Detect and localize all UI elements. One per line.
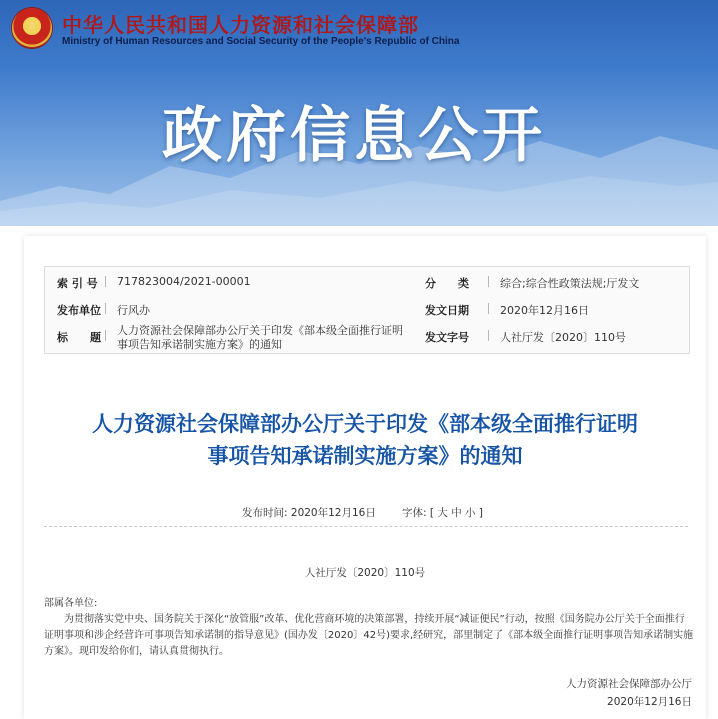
national-emblem-icon[interactable] (12, 8, 52, 48)
salutation: 部属各单位: (44, 598, 98, 609)
divider (44, 526, 688, 527)
font-large-button[interactable]: 大 (437, 507, 448, 519)
font-size-controls (402, 505, 483, 520)
banner-title: 政府信息公开 (162, 101, 546, 171)
document-title-line-2: 事项告知承诺制实施方案》的通知 (207, 444, 523, 468)
separator (488, 303, 489, 314)
issuer-value: 行风办 (117, 304, 150, 317)
title-label: 标 题 (57, 331, 101, 344)
separator (105, 330, 106, 341)
signature-org: 人力资源社会保障部办公厅 (566, 678, 692, 690)
separator (488, 330, 489, 341)
index-label: 索 引 号 (57, 277, 98, 290)
ministry-name-cn[interactable]: 中华人民共和国人力资源和社会保障部 (62, 13, 419, 37)
meta-row-index (45, 267, 689, 294)
publish-time (242, 505, 376, 520)
font-size-label: 字体: (402, 507, 427, 519)
document-metadata-table (44, 266, 690, 354)
article-panel (24, 236, 706, 719)
docnum-value: 人社厅发〔2020〕110号 (500, 331, 626, 344)
separator (105, 303, 106, 314)
publish-time-value: 2020年12月16日 (290, 507, 376, 519)
font-medium-button[interactable]: 中 (451, 507, 462, 519)
separator (105, 276, 106, 287)
bracket-open: [ (429, 507, 434, 519)
separator (488, 276, 489, 287)
ministry-name-en[interactable]: Ministry of Human Resources and Social Security of the People's Republic of China (62, 36, 460, 47)
document-title (24, 408, 706, 472)
font-small-button[interactable]: 小 (465, 507, 476, 519)
date-label: 发文日期 (425, 304, 469, 317)
category-label: 分 类 (425, 277, 469, 290)
index-value: 717823004/2021-00001 (117, 275, 251, 288)
meta-row-issuer (45, 294, 689, 321)
title-value: 人力资源社会保障部办公厅关于印发《部本级全面推行证明事项告知承诺制实施方案》的通知 (117, 324, 403, 351)
body-paragraph: 为贯彻落实党中央、国务院关于深化“放管服”改革、优化营商环境的决策部署，持续开展“减证便民”行动，按照《国务院办公厅关于全面推行证明事项和涉企经营许可事项告知承诺制的指导意见》(国办发〔2020〕42号)要求,经研究，部里制定了《部本级全面推行证明事项告知承诺制实施方案》。现印发给你们，请认真贯彻执行。 (44, 614, 694, 657)
issuer-label: 发布单位 (57, 304, 101, 317)
publish-time-label: 发布时间: (242, 507, 288, 519)
bracket-close: ] (478, 507, 483, 519)
date-value: 2020年12月16日 (500, 304, 589, 317)
docnum-label: 发文字号 (425, 331, 469, 344)
header-banner (0, 0, 718, 226)
category-value: 综合;综合性政策法规;厅发文 (500, 277, 640, 290)
document-title-line-1: 人力资源社会保障部办公厅关于印发《部本级全面推行证明 (92, 412, 638, 436)
meta-row-title (45, 321, 689, 353)
document-number: 人社厅发〔2020〕110号 (304, 567, 426, 579)
signature-date: 2020年12月16日 (607, 696, 692, 708)
